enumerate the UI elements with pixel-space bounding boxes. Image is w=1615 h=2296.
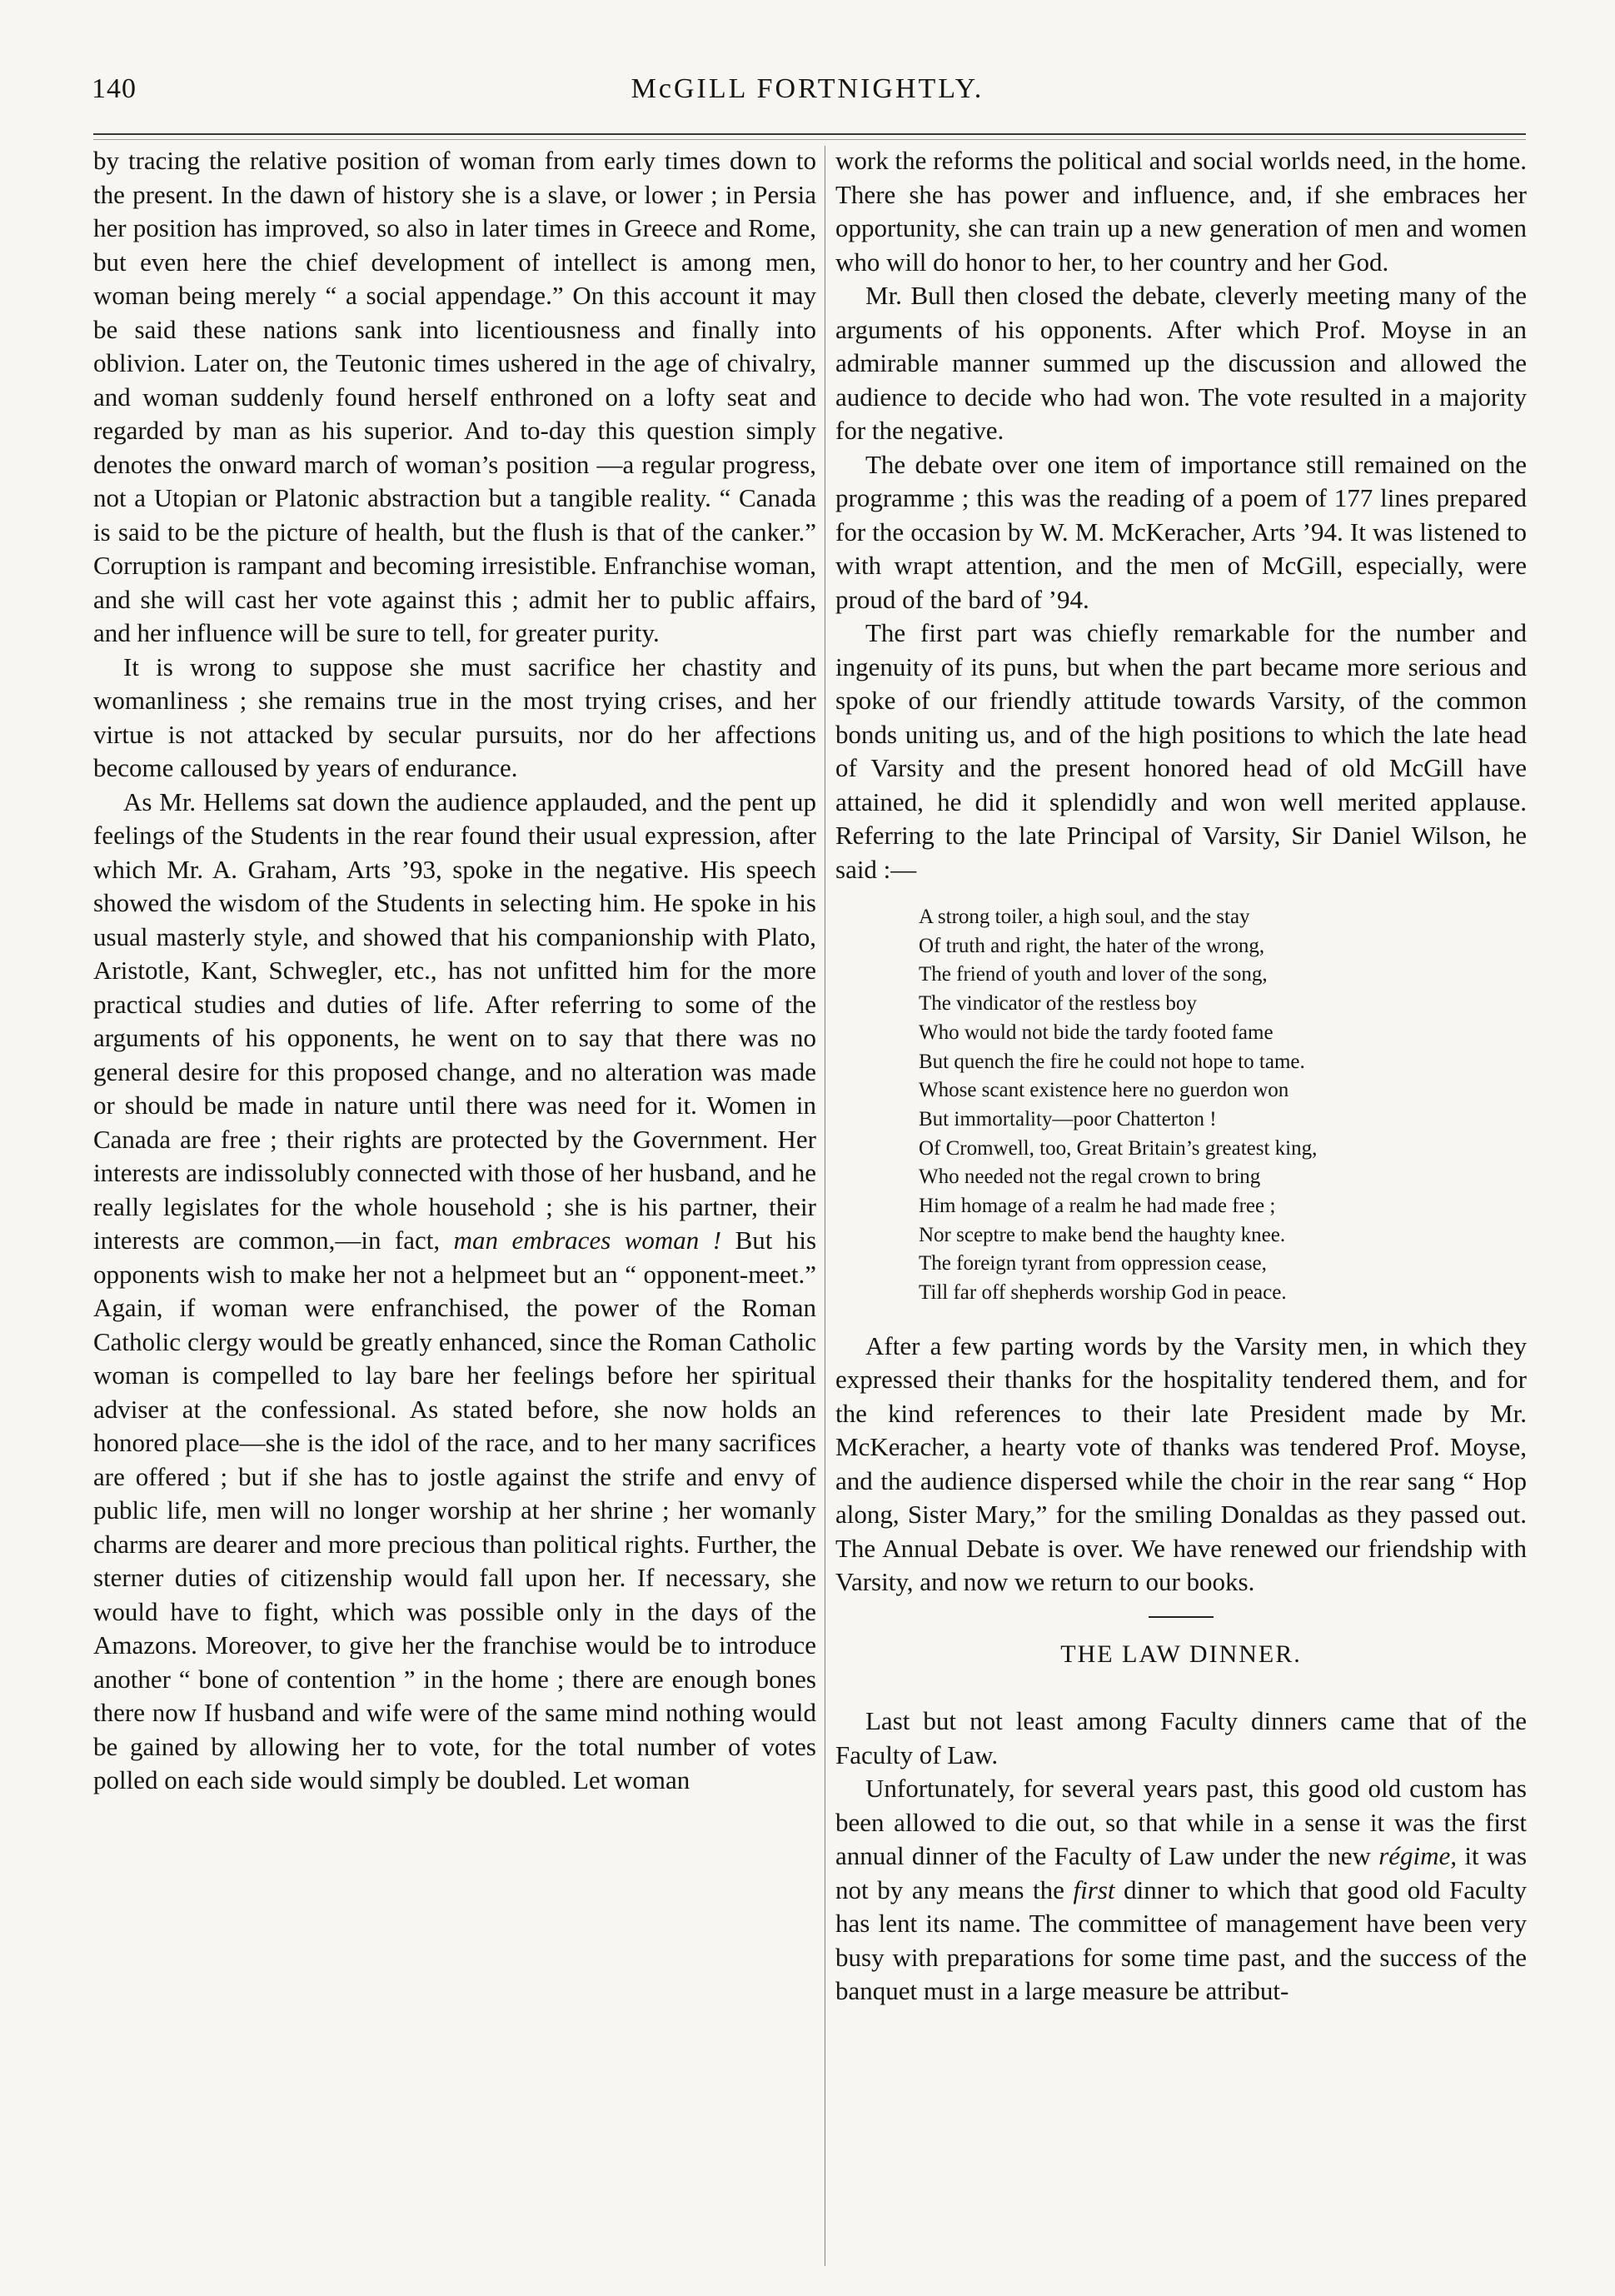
paragraph: by tracing the relative position of woman from early times down to the present. In the dawn of history she is a slave, or lower ; in Persia her position has improved, so also in later times in Greece and Rome, but even here the chief development of intellect is among men, woman being merely “ a social appendage.” On this account it may be said these nations sank into licentiousness and finally into oblivion. Later on, the Teutonic times ushered in the age of chivalry, and woman suddenly found herself enthroned on a lofty seat and regarded by man as his superior. And to-day this question simply denotes the onward march of woman’s position —a regular progress, not a Utopian or Platonic abstraction but a tangible reality. “ Canada is said to be the picture of health, but the flush is that of the canker.” Corruption is rampant and becoming irresistible. Enfranchise woman, and she will cast her vote against this ; admit her to public affairs, and her influence will be sure to tell, for greater purity. xyxy=(93,146,816,647)
italic-phrase: man embraces woman ! xyxy=(453,1225,722,1255)
poem-line: Whose scant existence here no guerdon won xyxy=(919,1079,1289,1102)
paragraph xyxy=(93,786,816,1798)
paragraph: The debate over one item of importance still remained on the programme ; this was the reading of a poem of 177 lines prepared for the occasion by W. M. McKeracher, Arts ’94. It was listened to with wrapt attention, and the men of McGill, especially, were proud of the bard of ’94. xyxy=(835,449,1527,614)
poem-line: But immortality—poor Chatterton ! xyxy=(919,1107,1217,1131)
poem-line: But quench the fire he could not hope to tame. xyxy=(919,1050,1305,1073)
paragraph: Mr. Bull then closed the debate, cleverly meeting many of the arguments of his opponents. After which Prof. Moyse in an admirable manner summed up the discussion and allowed the audience to decide who had won. The vote resulted in a majority for the negative. xyxy=(835,281,1527,445)
poem-line: The vindicator of the restless boy xyxy=(919,992,1197,1016)
poem-line: Of truth and right, the hater of the wrong, xyxy=(919,934,1265,957)
poem-line: A strong toiler, a high soul, and the stay xyxy=(919,906,1250,928)
paragraph: It is wrong to suppose she must sacrifice her chastity and womanliness ; she remains true in the most trying crises, and her virtue is not attacked by secular pursuits, nor do her affections become calloused by years of endurance. xyxy=(93,651,816,782)
poem-line: The foreign tyrant from oppression cease, xyxy=(919,1252,1267,1275)
poem-line: Till far off shepherds worship God in peace. xyxy=(919,1281,1287,1305)
paragraph-text: it was not by any means the xyxy=(835,1841,1528,1904)
right-column xyxy=(835,144,1527,2009)
poem-line: Of Cromwell, too, Great Britain’s greatest king, xyxy=(919,1136,1318,1160)
paragraph: After a few parting words by the Varsity men, in which they expressed their thanks for the hospitality tendered them, and for the kind references to their late President made by Mr. McKeracher, a hearty vote of thanks was tendered Prof. Moyse, and the audience dispersed while the choir in the rear sang “ Hop along, Sister Mary,” for the smiling Donaldas as they passed out. The Annual Debate is over. We have renewed our friendship with Varsity, and now we return to our books. xyxy=(835,1330,1527,1597)
paragraph-text: Unfortunately, for several years past, this good old custom has been allowed to die out, so that while in a sense it was the first annual dinner of the Faculty of Law under the new xyxy=(835,1774,1527,1871)
paragraph: Last but not least among Faculty dinners came that of the Faculty of Law. xyxy=(835,1706,1527,1769)
poem-line: Him homage of a realm he had made free ; xyxy=(919,1195,1276,1218)
paragraph: The first part was chiefly remarkable for the number and ingenuity of its puns, but when the part became more serious and spoke of our friendly attitude towards Varsity, of the common bonds uniting us, and of the high positions to which the late head of Varsity and the present honored head of old McGill have attained, he did it splendidly and won well merited applause. Referring to the late Principal of Varsity, Sir Daniel Wilson, he said :— xyxy=(835,618,1527,884)
left-column xyxy=(93,144,816,1798)
italic-word: first xyxy=(1073,1874,1115,1904)
poem-line: Nor sceptre to make bend the haughty knee. xyxy=(919,1223,1286,1246)
section-heading: THE LAW DINNER. xyxy=(1060,1640,1302,1668)
page-number: 140 xyxy=(92,73,137,104)
poem-line: Who needed not the regal crown to bring xyxy=(919,1165,1261,1189)
section-divider xyxy=(1149,1616,1214,1618)
paragraph-text: As Mr. Hellems sat down the audience applauded, and the pent up feelings of the Students in the rear found their usual expression, after which Mr. A. Graham, Arts ’93, spoke in the negative. His speech showed the wisdom of the Students in selecting him. He spoke in his usual masterly style, and showed that his companionship with Plato, Aristotle, Kant, Schwegler, etc., has not unfitted him for the more practical studies and duties of life. After referring to some of the arguments of his opponents, he went on to say that there was no general desire for this proposed change, and no alteration was made or should be made in nature until there was need for it. Women in Canada are free ; their rights are protected by the Government. Her interests are indissolubly connected with those of her husband, and he really legislates for the whole household ; she is his partner, their interests are common,—in fact, xyxy=(93,786,816,1255)
paragraph-text: dinner to which that good old Faculty has lent its name. The committee of management have been very busy with preparations for some time past, and the success of the banquet must in a large measure be attribut- xyxy=(835,1874,1528,2006)
poem-line: The friend of youth and lover of the song, xyxy=(919,963,1268,986)
page-header xyxy=(0,73,1615,123)
paragraph: work the reforms the political and social worlds need, in the home. There she has power and influence, and, if she embraces her opportunity, she can train up a new generation of men and women who will do honor to her, to her country and her God. xyxy=(835,146,1527,277)
italic-word: régime, xyxy=(1378,1841,1458,1871)
poem-line: Who would not bide the tardy footed fame xyxy=(919,1021,1274,1044)
paragraph xyxy=(835,1772,1527,2009)
header-rule xyxy=(93,133,1526,135)
header-rule-thin xyxy=(93,139,1526,140)
journal-title: McGILL FORTNIGHTLY. xyxy=(631,73,984,104)
paragraph-text: But his opponents wish to make her not a helpmeet but an “ opponent-meet.” Again, if woman were enfranchised, the power of the Roman Catholic clergy would be greatly enhanced, since the Roman Catholic woman is compelled to lay bare her feelings before her spiritual adviser at the confessional. As stated before, she now holds an honored place—she is the idol of the race, and to her many sacrifices are offered ; but if she has to jostle against the strife and envy of public life, men will no longer worship at her shrine ; her womanly charms are dearer and more precious than political rights. Further, the sterner duties of citizenship would fall upon her. If necessary, she would have to fight, which was possible only in the days of the Amazons. Moreover, to give her the franchise would be to introduce another “ bone of contention ” in the home ; there are enough bones there now If husband and wife were of the same mind nothing would be gained by allowing her to vote, for the total number of votes polled on each side would simply be doubled. Let woman xyxy=(93,1225,817,1794)
poem-block xyxy=(919,903,1527,1308)
